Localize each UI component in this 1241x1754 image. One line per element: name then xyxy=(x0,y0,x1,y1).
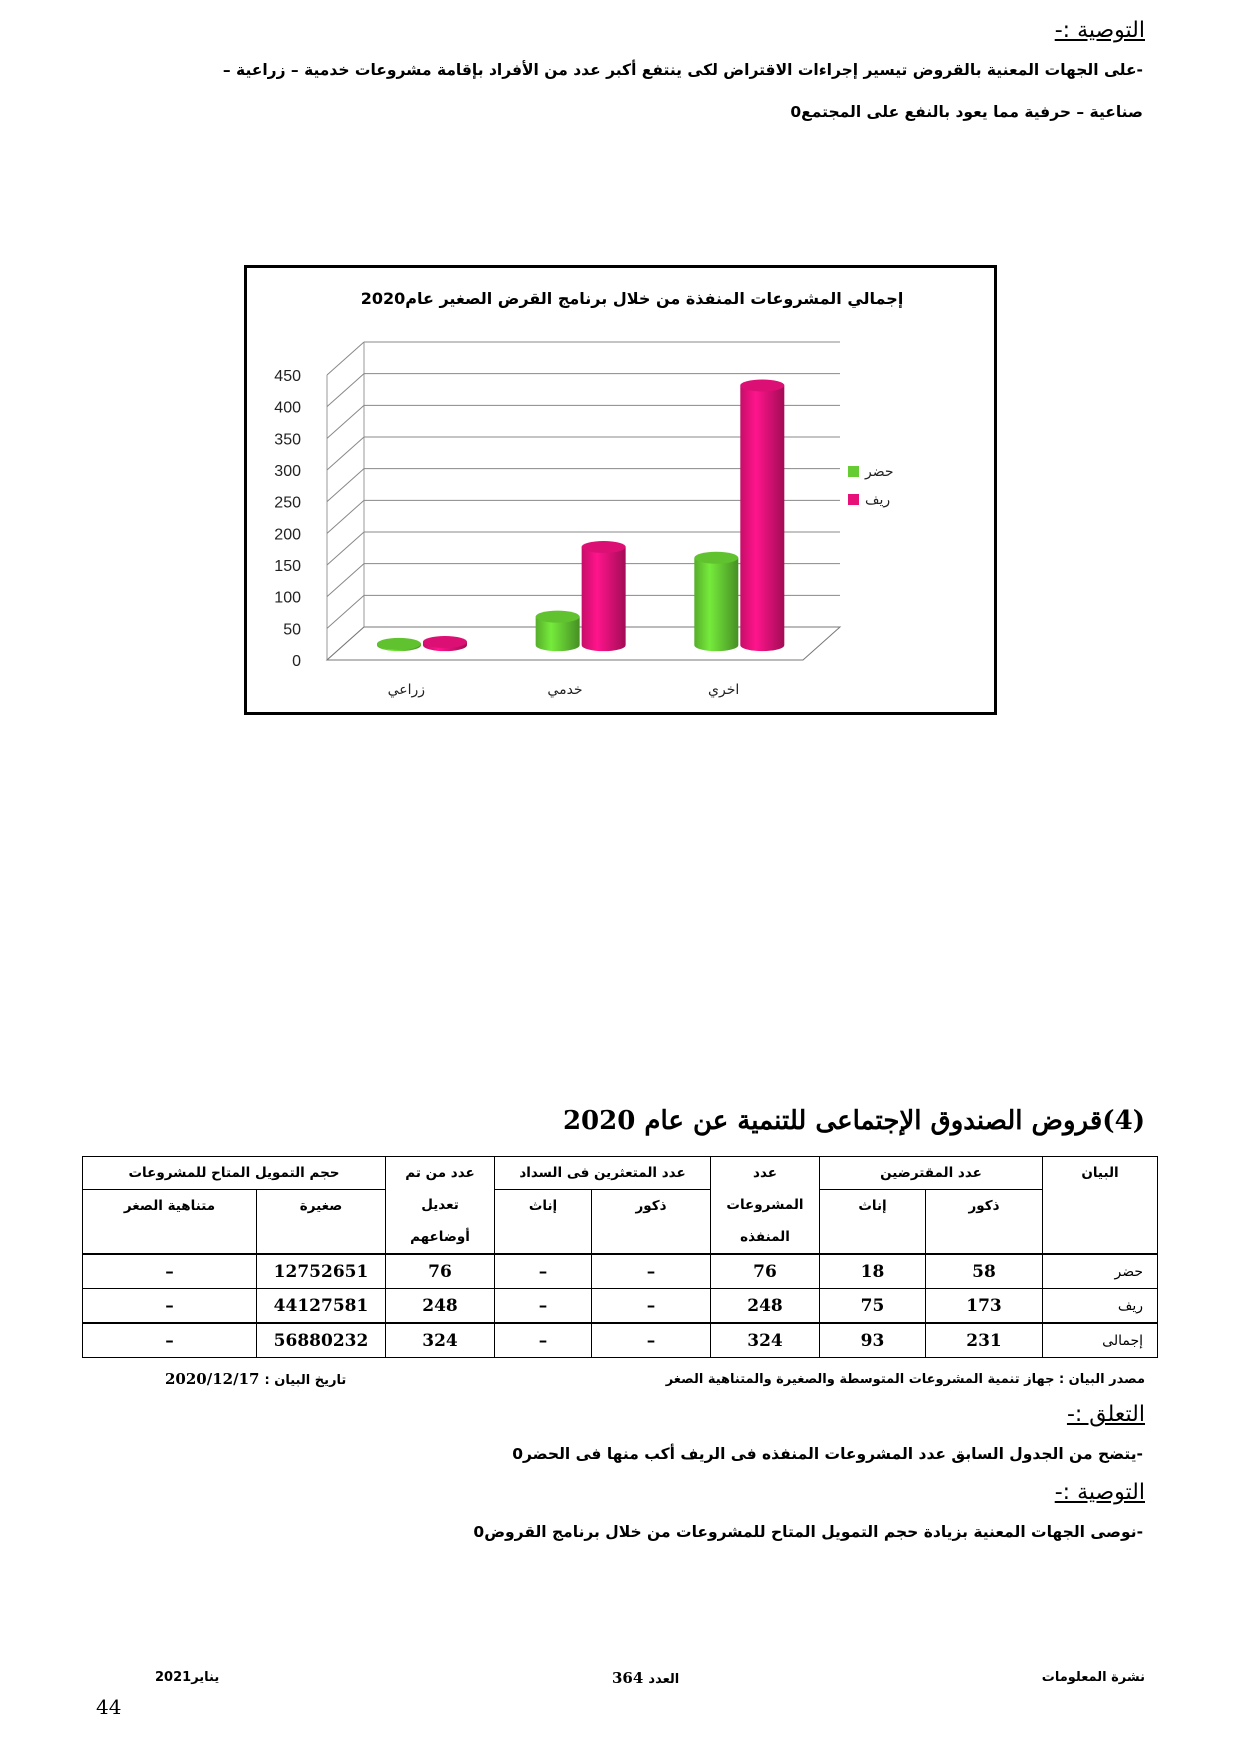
header-micro: متناهية الصغر xyxy=(83,1190,257,1255)
cell-adjusted: 76 xyxy=(386,1254,495,1289)
gridline-side xyxy=(327,469,364,502)
cell-adjusted: 324 xyxy=(386,1323,495,1358)
header-def-males: ذكور xyxy=(592,1190,711,1255)
data-date-label: تاريخ البيان : xyxy=(264,1373,347,1388)
footer-date: يناير2021 xyxy=(155,1670,220,1685)
page-number: 44 xyxy=(96,1695,122,1719)
y-tick-label: 0 xyxy=(292,653,301,670)
recommendation-line-1: -على الجهات المعنية بالقروض تيسير إجراءات الاقتراض لكى ينتفع أكبر عدد من الأفراد بإقامة مشروعات خدمية – زراعية – xyxy=(222,61,1143,79)
bar-top xyxy=(694,552,738,564)
y-axis-ticks xyxy=(274,368,301,670)
table-row xyxy=(83,1289,1158,1324)
cell-small: 56880232 xyxy=(257,1323,386,1358)
loans-table xyxy=(82,1156,1158,1358)
cell-females: 93 xyxy=(820,1323,926,1358)
row-label: حضر xyxy=(1043,1254,1158,1289)
cell-def-males: – xyxy=(592,1254,711,1289)
bar-top xyxy=(536,611,580,623)
header-males: ذكور xyxy=(926,1190,1043,1255)
gridline-side xyxy=(327,500,364,533)
comment-heading: التعلق :- xyxy=(1066,1402,1145,1427)
gridline-side xyxy=(327,374,364,407)
bar-body xyxy=(694,558,738,651)
legend-label: حضر xyxy=(865,464,894,480)
cell-micro: – xyxy=(83,1289,257,1324)
y-tick-label: 200 xyxy=(274,526,301,544)
cell-def-females: – xyxy=(495,1254,592,1289)
cell-adjusted: 248 xyxy=(386,1289,495,1324)
cell-small: 44127581 xyxy=(257,1289,386,1324)
x-tick-label: زراعي xyxy=(387,682,426,698)
header-defaulters: عدد المتعثرين فى السداد xyxy=(495,1157,711,1190)
cell-projects: 248 xyxy=(711,1289,820,1324)
bar-ريف-زراعي xyxy=(423,636,467,651)
y-tick-label: 450 xyxy=(274,368,301,385)
recommendation-heading: التوصية :- xyxy=(1054,18,1145,43)
bar-top xyxy=(377,638,421,650)
gridline-side xyxy=(327,342,364,375)
header-females: إناث xyxy=(820,1190,926,1255)
cell-males: 231 xyxy=(926,1323,1043,1358)
gridline-side xyxy=(327,595,364,628)
x-tick-label: خدمي xyxy=(547,682,583,698)
gridline-side xyxy=(327,564,364,597)
legend-label: ريف xyxy=(865,492,891,508)
recommendation-bottom-text: -نوصى الجهات المعنية بزيادة حجم التمويل المتاح للمشروعات من خلال برنامج القروض0 xyxy=(473,1523,1143,1541)
table-row-total xyxy=(83,1323,1158,1358)
chart-legend xyxy=(848,464,894,508)
header-adjusted: عدد من تم تعديل أوضاعهم xyxy=(386,1157,495,1255)
footer-issue-label: العدد xyxy=(648,1672,680,1687)
x-axis-labels xyxy=(388,682,740,698)
footer-publication: نشرة المعلومات xyxy=(1041,1670,1145,1685)
data-date xyxy=(165,1369,346,1388)
row-label: ريف xyxy=(1043,1289,1158,1324)
cell-projects: 324 xyxy=(711,1323,820,1358)
gridline-side xyxy=(327,405,364,438)
cell-def-males: – xyxy=(592,1323,711,1358)
data-source: مصدر البيان : جهاز تنمية المشروعات المتوسطة والصغيرة والمتناهية الصغر xyxy=(665,1372,1145,1387)
bar-top xyxy=(582,541,626,553)
table-row xyxy=(83,1254,1158,1289)
bar-ريف-خدمي xyxy=(582,541,626,651)
row-label: إجمالى xyxy=(1043,1323,1158,1358)
cell-small: 12752651 xyxy=(257,1254,386,1289)
header-small: صغيرة xyxy=(257,1190,386,1255)
legend-swatch xyxy=(848,466,859,477)
header-projects: عدد المشروعات المنفذه xyxy=(711,1157,820,1255)
cell-females: 75 xyxy=(820,1289,926,1324)
cell-def-males: – xyxy=(592,1289,711,1324)
cell-males: 173 xyxy=(926,1289,1043,1324)
bar-حضر-خدمي xyxy=(536,611,580,652)
y-tick-label: 350 xyxy=(274,431,301,449)
y-tick-label: 50 xyxy=(283,621,301,639)
cell-projects: 76 xyxy=(711,1254,820,1289)
y-tick-label: 250 xyxy=(274,494,301,512)
footer-issue xyxy=(612,1668,679,1687)
comment-text: -يتضح من الجدول السابق عدد المشروعات المنفذه فى الريف أكب منها فى الحضر0 xyxy=(512,1445,1143,1463)
y-tick-label: 400 xyxy=(274,399,301,417)
bar-body xyxy=(582,547,626,651)
gridline-side xyxy=(327,437,364,470)
cell-males: 58 xyxy=(926,1254,1043,1289)
header-funding: حجم التمويل المتاح للمشروعات xyxy=(83,1157,386,1190)
cell-micro: – xyxy=(83,1254,257,1289)
bar-top xyxy=(740,379,784,391)
cell-def-females: – xyxy=(495,1323,592,1358)
bar-ريف-اخري xyxy=(740,379,784,651)
bar-body xyxy=(740,385,784,651)
recommendation-line-2: صناعية – حرفية مما يعود بالنفع على المجتمع0 xyxy=(790,103,1143,121)
bar-حضر-زراعي xyxy=(377,638,421,651)
bar-top xyxy=(423,636,467,648)
recommendation-bottom-heading: التوصية :- xyxy=(1054,1480,1145,1505)
chart-title: إجمالي المشروعات المنفذة من خلال برنامج القرض الصغير عام2020 xyxy=(360,289,904,308)
cell-def-females: – xyxy=(495,1289,592,1324)
bar-chart xyxy=(247,268,994,712)
header-borrowers: عدد المقترضين xyxy=(820,1157,1043,1190)
bar-حضر-اخري xyxy=(694,552,738,651)
header-def-females: إناث xyxy=(495,1190,592,1255)
y-tick-label: 100 xyxy=(274,589,301,607)
cell-micro: – xyxy=(83,1323,257,1358)
header-label: البيان xyxy=(1043,1157,1158,1255)
gridline-side xyxy=(327,532,364,565)
data-date-value: 2020/12/17 xyxy=(165,1370,260,1388)
section-title: (4)قروض الصندوق الإجتماعى للتنمية عن عام 2020 xyxy=(562,1106,1145,1136)
footer-issue-number: 364 xyxy=(612,1669,644,1687)
x-tick-label: اخري xyxy=(708,682,740,698)
chart-frame xyxy=(244,265,997,715)
cell-females: 18 xyxy=(820,1254,926,1289)
y-tick-label: 300 xyxy=(274,463,301,480)
legend-swatch xyxy=(848,494,859,505)
y-tick-label: 150 xyxy=(274,558,301,575)
